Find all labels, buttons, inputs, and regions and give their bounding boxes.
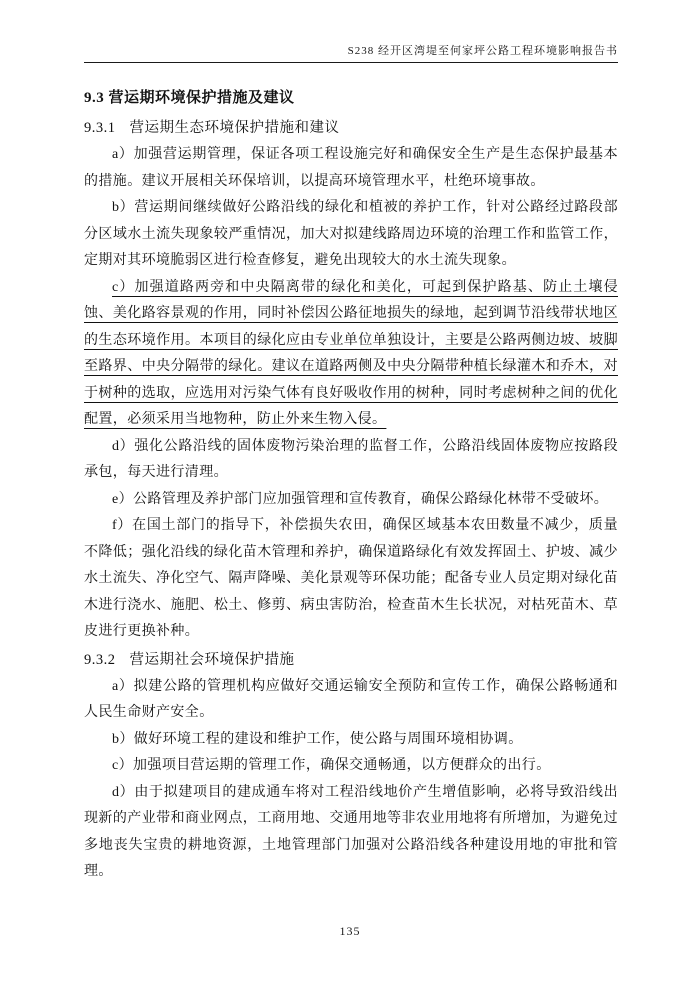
subsection-number: 9.3.1 xyxy=(84,120,116,136)
subsection-heading-9-3-1 xyxy=(84,114,618,142)
section-title-9-3: 9.3 营运期环境保护措施及建议 xyxy=(84,90,295,106)
subsection-title: 营运期社会环境保护措施 xyxy=(129,651,295,668)
subsection-heading-9-3-2 xyxy=(84,646,618,674)
page-header xyxy=(84,42,618,63)
running-title: S238 经开区湾堤至何家坪公路工程环境影响报告书 xyxy=(347,45,618,57)
paragraph-931-c-underlined: c）加强道路两旁和中央隔离带的绿化和美化，可起到保护路基、防止土壤侵蚀、美化路容景观的作用，同时补偿因公路征地损失的绿地，起到调节沿线带状地区的生态环境作用。本项目的绿化应由专业单位单独设计，主要是公路两侧边坡、坡脚至路界、中央分隔带的绿化。建议在道路两侧及中央分隔带种植长绿灌木和乔木，对于树种的选取，应选用对污染气体有良好吸收作用的树种，同时考虑树种之间的优化配置，必须采用当地物种，防止外来生物入侵。 xyxy=(84,279,618,427)
paragraph-931-f: f）在国土部门的指导下，补偿损失农田，确保区域基本农田数量不减少，质量不降低；强化沿线的绿化苗木管理和养护，确保道路绿化有效发挥固土、护坡、减少水土流失、净化空气、隔声降噪、美化景观等环保功能；配备专业人员定期对绿化苗木进行浇水、施肥、松土、修剪、病虫害防治，检查苗木生长状况，对枯死苗木、草皮进行更换补种。 xyxy=(84,518,618,639)
paragraph-931-b: b）营运期间继续做好公路沿线的绿化和植被的养护工作，针对公路经过路段部分区域水土流失现象较严重情况，加大对拟建线路周边环境的治理工作和监管工作，定期对其环境脆弱区进行检查修复，避免出现较大的水土流失现象。 xyxy=(84,200,618,268)
paragraph-932-a: a）拟建公路的管理机构应做好交通运输安全预防和宣传工作，确保公路畅通和人民生命财产安全。 xyxy=(84,678,618,720)
document-body xyxy=(84,84,618,886)
paragraph-932-b: b）做好环境工程的建设和维护工作，使公路与周围环境相协调。 xyxy=(112,731,523,747)
paragraph-931-d: d）强化公路沿线的固体废物污染治理的监督工作，公路沿线固体废物应按路段承包，每天进行清理。 xyxy=(84,438,618,480)
paragraph-932-d: d）由于拟建项目的建成通车将对工程沿线地价产生增值影响，必将导致沿线出现新的产业带和商业网点，工商用地、交通用地等非农业用地将有所增加，为避免过多地丧失宝贵的耕地资源，土地管理部门加强对公路沿线各种建设用地的审批和管理。 xyxy=(84,784,618,879)
page-footer xyxy=(0,922,700,940)
paragraph-931-a: a）加强营运期管理，保证各项工程设施完好和确保安全生产是生态保护最基本的措施。建议开展相关环保培训，以提高环境管理水平，杜绝环境事故。 xyxy=(84,147,618,189)
subsection-number: 9.3.2 xyxy=(84,651,116,668)
subsection-title: 营运期生态环境保护措施和建议 xyxy=(129,120,340,136)
paragraph-932-c: c）加强项目营运期的管理工作，确保交通畅通，以方便群众的出行。 xyxy=(112,758,551,773)
page-number: 135 xyxy=(339,924,361,938)
paragraph-931-e: e）公路管理及养护部门应加强管理和宣传教育，确保公路绿化林带不受破坏。 xyxy=(112,491,609,507)
